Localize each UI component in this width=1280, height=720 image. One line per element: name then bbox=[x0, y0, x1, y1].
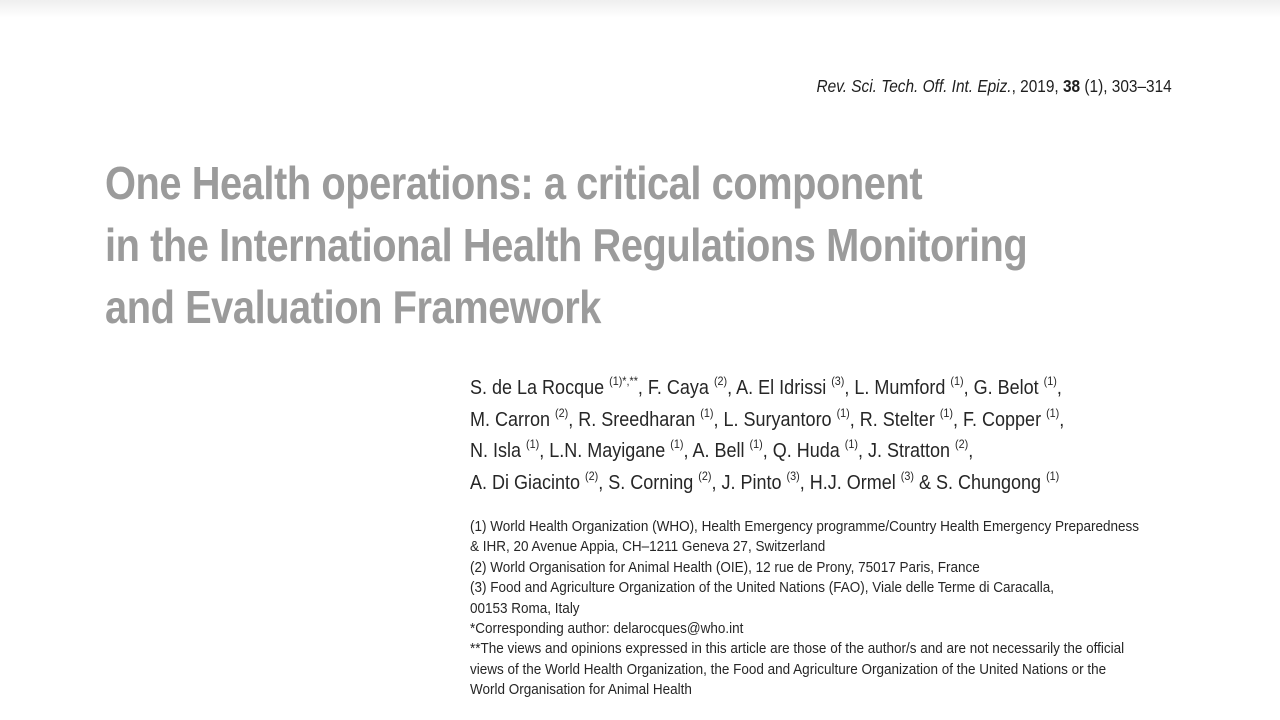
author-affiliation-superscript: (2) bbox=[955, 437, 969, 452]
affiliation-line: (2) World Organisation for Animal Health (OIE), 12 rue de Prony, 75017 Paris, France bbox=[470, 558, 980, 576]
journal-name: Rev. Sci. Tech. Off. Int. Epiz. bbox=[816, 76, 1012, 96]
author-affiliation-superscript: (2) bbox=[713, 374, 728, 389]
author-affiliation-superscript: (2) bbox=[698, 468, 712, 483]
affiliation-line: 00153 Roma, Italy bbox=[470, 599, 580, 617]
author-affiliation-superscript: (1) bbox=[700, 405, 714, 420]
affiliation-line: World Organisation for Animal Health bbox=[470, 681, 692, 699]
author-affiliation-superscript: (1) bbox=[950, 374, 964, 389]
paper-title bbox=[105, 152, 1171, 338]
author-line: M. Carron $^{(2)}$, R. Sreedharan $^{(1)}$, L. Suryantoro $^{(1)}$, R. Stelter $^{(1)}$, F. Copper $^{(1)}$, bbox=[470, 405, 1065, 431]
affiliation-line: **The views and opinions expressed in this article are those of the author/s and are not necessarily the official bbox=[470, 640, 1125, 658]
journal-year: , 2019, bbox=[1011, 76, 1064, 96]
author-affiliation-superscript: (3) bbox=[786, 468, 800, 483]
title-line: in the International Health Regulations Monitoring bbox=[105, 219, 1028, 271]
author-line: N. Isla $^{(1)}$, L.N. Mayigane $^{(1)}$, A. Bell $^{(1)}$, Q. Huda $^{(1)}$, J. Stratton $^{(2)}$, bbox=[470, 437, 974, 462]
journal-pages: (1), 303–314 bbox=[1080, 76, 1172, 96]
author-affiliation-superscript: (3) bbox=[831, 374, 845, 389]
author-affiliation-superscript: (1) bbox=[1046, 468, 1060, 483]
journal-citation-text bbox=[817, 76, 1172, 97]
author-affiliation-superscript: (1)*,** bbox=[609, 374, 638, 389]
affiliations-footnotes bbox=[470, 517, 1213, 701]
affiliation-line: *Corresponding author: delarocques@who.int bbox=[470, 620, 744, 638]
author-affiliation-superscript: (1) bbox=[526, 437, 540, 452]
title-line: One Health operations: a critical component bbox=[105, 157, 923, 209]
author-affiliation-superscript: (1) bbox=[836, 405, 850, 420]
author-affiliation-superscript: (1) bbox=[844, 437, 858, 452]
journal-volume: 38 bbox=[1063, 76, 1081, 96]
author-affiliation-superscript: (1) bbox=[749, 437, 763, 452]
page-top-shadow bbox=[0, 0, 1280, 18]
affiliation-line: (3) Food and Agriculture Organization of the United Nations (FAO), Viale delle Terme di Caracalla, bbox=[470, 579, 1055, 597]
author-affiliation-superscript: (2) bbox=[585, 468, 599, 483]
author-affiliation-superscript: (1) bbox=[670, 437, 684, 452]
author-affiliation-superscript: (1) bbox=[1043, 374, 1057, 389]
author-line: S. de La Rocque $^{(1)*,**}$, F. Caya $^{(2)}$, A. El Idrissi $^{(3)}$, L. Mumford $^{(1)}$, G. Belot $^{(1)}$, bbox=[470, 374, 1062, 399]
affiliation-line: (1) World Health Organization (WHO), Health Emergency programme/Country Health Emergency Preparedness bbox=[470, 518, 1140, 535]
affiliation-line: & IHR, 20 Avenue Appia, CH–1211 Geneva 27, Switzerland bbox=[470, 538, 826, 556]
author-affiliation-superscript: (3) bbox=[900, 468, 914, 483]
journal-citation bbox=[768, 76, 1172, 97]
affiliation-line: views of the World Health Organization, the Food and Agriculture Organization of the United Nations or the bbox=[470, 660, 1107, 678]
author-affiliation-superscript: (1) bbox=[939, 405, 954, 420]
author-line: A. Di Giacinto $^{(2)}$, S. Corning $^{(2)}$, J. Pinto $^{(3)}$, H.J. Ormel $^{(3)}$ & S. Chungong $^{(1)}$ bbox=[470, 468, 1060, 494]
author-affiliation-superscript: (2) bbox=[555, 405, 569, 420]
author-affiliation-superscript: (1) bbox=[1046, 405, 1060, 420]
author-list bbox=[470, 373, 1130, 499]
title-line: and Evaluation Framework bbox=[105, 281, 601, 333]
